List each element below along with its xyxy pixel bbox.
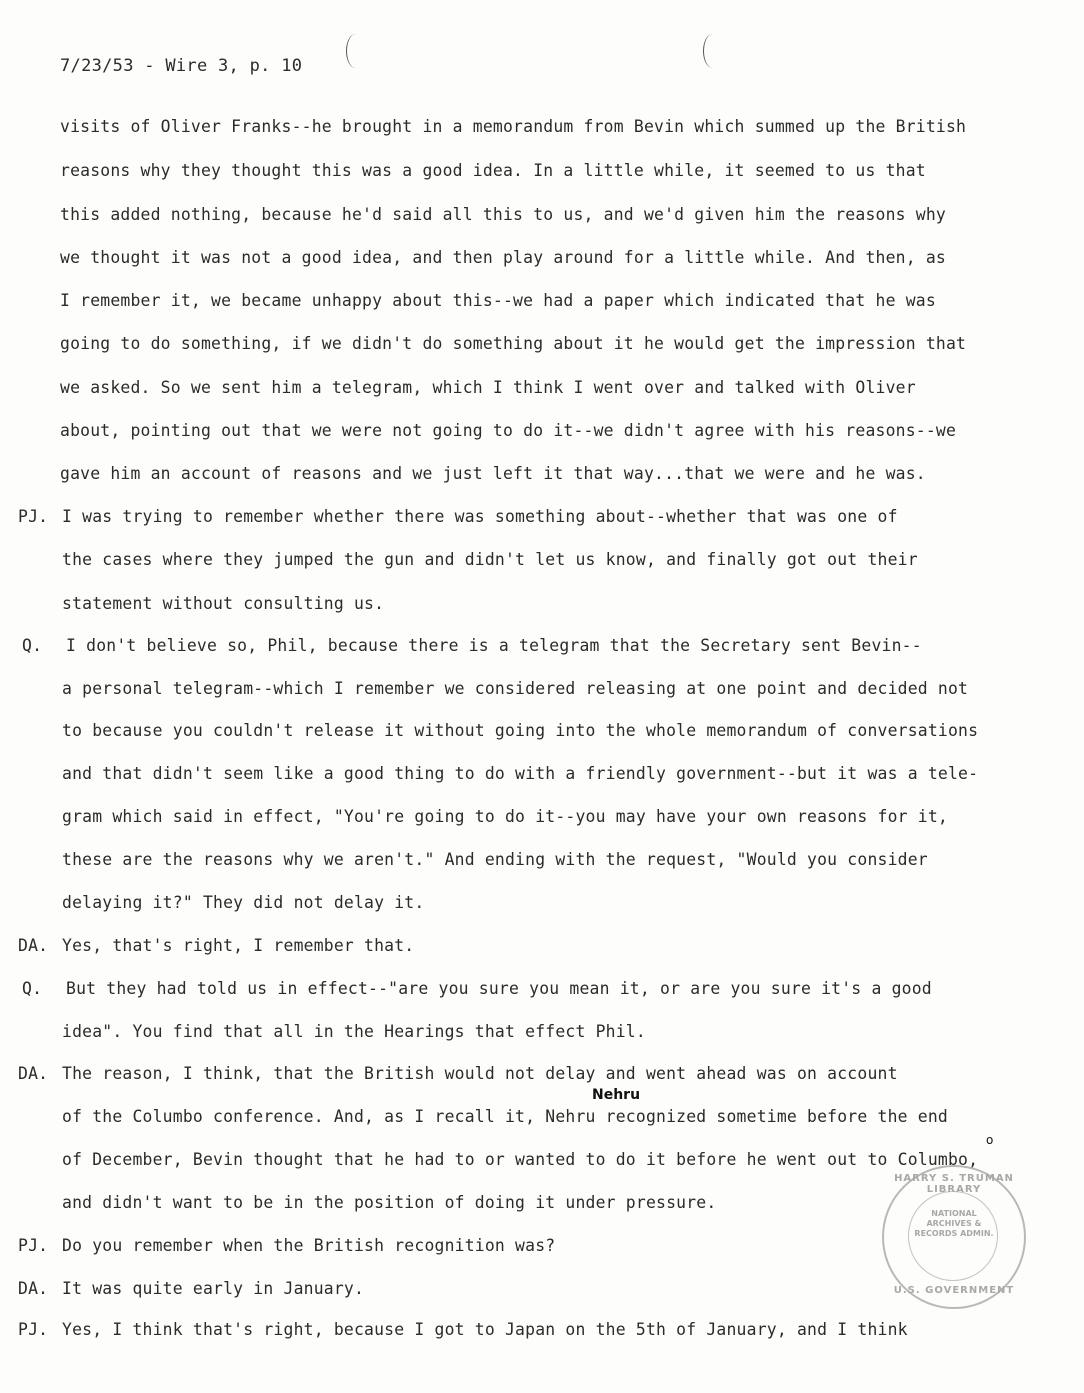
transcript-line: DA. It was quite early in January. xyxy=(18,1279,365,1298)
transcript-line: delaying it?" They did not delay it. xyxy=(62,893,425,912)
transcript-line: this added nothing, because he'd said all this to us, and we'd given him the reasons why xyxy=(60,205,946,224)
transcript-line: visits of Oliver Franks--he brought in a memorandum from Bevin which summed up the British xyxy=(60,117,967,136)
punch-hole-mark xyxy=(703,34,722,68)
transcript-line: DA. The reason, I think, that the British would not delay and went ahead was on account xyxy=(18,1064,898,1083)
stamp-bottom-text: U.S. GOVERNMENT xyxy=(893,1285,1015,1296)
transcript-line: the cases where they jumped the gun and didn't let us know, and finally got out their xyxy=(62,550,918,569)
transcript-line: I remember it, we became unhappy about this--we had a paper which indicated that he was xyxy=(60,291,936,310)
transcript-line: these are the reasons why we aren't." And ending with the request, "Would you consider xyxy=(62,850,928,869)
transcript-line: reasons why they thought this was a good idea. In a little while, it seemed to us that xyxy=(60,161,926,180)
stamp-top-text: HARRY S. TRUMAN LIBRARY xyxy=(894,1173,1014,1195)
transcript-line: PJ. Do you remember when the British recognition was? xyxy=(18,1236,556,1255)
transcript-line: a personal telegram--which I remember we considered releasing at one point and decided not xyxy=(62,679,969,698)
transcript-line: to because you couldn't release it without going into the whole memorandum of conversations xyxy=(62,721,979,740)
transcript-line: statement without consulting us. xyxy=(62,594,385,613)
transcript-line: about, pointing out that we were not going to do it--we didn't agree with his reasons--we xyxy=(60,421,957,440)
punch-hole-mark xyxy=(346,34,365,68)
transcript-line: gave him an account of reasons and we just left it that way...that we were and he was. xyxy=(60,464,926,483)
transcript-line: we asked. So we sent him a telegram, which I think I went over and talked with Oliver xyxy=(60,378,916,397)
transcript-line: DA. Yes, that's right, I remember that. xyxy=(18,936,415,955)
handwritten-circle-mark: o xyxy=(986,1133,994,1147)
stamp-center-text: NATIONAL ARCHIVES & RECORDS ADMIN. xyxy=(914,1209,994,1238)
handwritten-correction: Nehru xyxy=(592,1087,641,1103)
transcript-line: and that didn't seem like a good thing to do with a friendly government--but it was a tele- xyxy=(62,764,979,783)
transcript-line: going to do something, if we didn't do something about it he would get the impression that xyxy=(60,334,967,353)
transcript-line: and didn't want to be in the position of doing it under pressure. xyxy=(62,1193,717,1212)
transcript-line: we thought it was not a good idea, and then play around for a little while. And then, as xyxy=(60,248,946,267)
transcript-line: of the Columbo conference. And, as I recall it, Nehru recognized sometime before the end xyxy=(62,1107,948,1126)
transcript-line: PJ. I was trying to remember whether there was something about--whether that was one of xyxy=(18,507,898,526)
transcript-line: idea". You find that all in the Hearings that effect Phil. xyxy=(62,1022,646,1041)
page-header: 7/23/53 - Wire 3, p. 10 xyxy=(60,56,303,76)
transcript-line: PJ. Yes, I think that's right, because I got to Japan on the 5th of January, and I think xyxy=(18,1320,908,1339)
transcript-line: Q. I don't believe so, Phil, because there is a telegram that the Secretary sent Bevin-- xyxy=(22,636,922,655)
transcript-line: of December, Bevin thought that he had to or wanted to do it before he went out to Columbo, xyxy=(62,1150,979,1169)
transcript-line: gram which said in effect, "You're going to do it--you may have your own reasons for it, xyxy=(62,807,948,826)
transcript-line: Q. But they had told us in effect--"are you sure you mean it, or are you sure it's a good xyxy=(22,979,932,998)
archive-stamp xyxy=(882,1165,1026,1309)
